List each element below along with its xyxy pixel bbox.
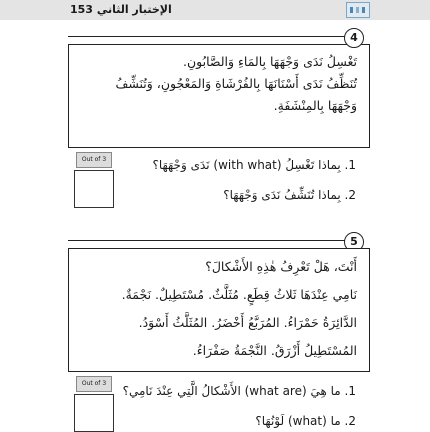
section-4-score-box[interactable] xyxy=(74,170,114,208)
section-4-passage xyxy=(77,51,357,117)
page-header xyxy=(0,0,430,20)
section-4-score-label: Out of 3 xyxy=(76,152,112,168)
section-5-number-badge: 5 xyxy=(344,232,364,252)
question-text: بِماذا تَغْسِلُ (with what) نَدَى وَجْهَهَا؟ xyxy=(152,158,341,172)
section-5-score-box[interactable] xyxy=(74,394,114,432)
page-number: 153 xyxy=(70,3,93,16)
section-5-passage xyxy=(73,253,357,365)
section-4-divider xyxy=(68,36,358,37)
section-4-number-badge: 4 xyxy=(344,28,364,48)
section-4-question-1: 1. بِماذا تَغْسِلُ (with what) نَدَى وَجْهَهَا؟ xyxy=(152,158,356,172)
passage-line: تَغْسِلُ نَدَى وَجْهَهَا بِالمَاءِ وَالصَّابُونِ. xyxy=(182,54,357,69)
passage-line: المُسْتَطِيلُ أَزْرَقُ. النَّجْمَةُ صَفْرَاءُ. xyxy=(192,343,357,358)
section-5-question-1: 1. ما هِيَ (what are) الأَشْكالُ الَّتِي عِنْدَ نَامِي؟ xyxy=(122,384,356,398)
passage-line: وَجْهَهَا بِالمِنْشَفَةِ. xyxy=(273,98,357,113)
passage-line: الدَّائِرَةُ حَمْرَاءُ. المُرَبَّعُ أَخْضَرُ. المُثَلَّثُ أَسْوَدُ. xyxy=(138,315,357,330)
passage-line: أَنْتَ، هَلْ تَعْرِفُ هٰذِهِ الأَشْكالَ؟ xyxy=(205,259,357,274)
section-5-score-label: Out of 3 xyxy=(76,376,112,392)
question-number: 1 xyxy=(348,158,356,172)
page-header-label xyxy=(70,3,172,16)
question-text: ما هِيَ (what are) الأَشْكالُ الَّتِي عِنْدَ نَامِي؟ xyxy=(122,384,341,398)
section-4-passage-panel xyxy=(68,44,370,148)
page-title: الإختبار الثاني xyxy=(96,3,172,16)
section-5-divider xyxy=(68,240,358,241)
passage-line: نَامِي عِنْدَهَا ثَلاثُ قِطَعٍ. مُثَلَّثٌ. مُسْتَطِيلٌ. نَجْمَةٌ. xyxy=(121,287,357,302)
passage-line: تُنَظِّفُ نَدَى أَسْنَانَهَا بِالفُرْشَاةِ وَالمَعْجُونِ، وَتُنَشِّفُ xyxy=(115,76,357,91)
section-4-question-2: 2. بِماذا تُنَشِّفُ نَدَى وَجْهَهَا؟ xyxy=(223,188,356,202)
question-text: ما (what) لَوْنُهَا؟ xyxy=(255,414,341,428)
question-text: بِماذا تُنَشِّفُ نَدَى وَجْهَهَا؟ xyxy=(223,188,341,202)
question-number: 2 xyxy=(348,414,356,428)
question-number: 2 xyxy=(348,188,356,202)
question-number: 1 xyxy=(348,384,356,398)
section-5-question-2: 2. ما (what) لَوْنُهَا؟ xyxy=(255,414,356,428)
section-5-passage-panel xyxy=(68,248,370,372)
publisher-logo-icon xyxy=(346,2,370,18)
